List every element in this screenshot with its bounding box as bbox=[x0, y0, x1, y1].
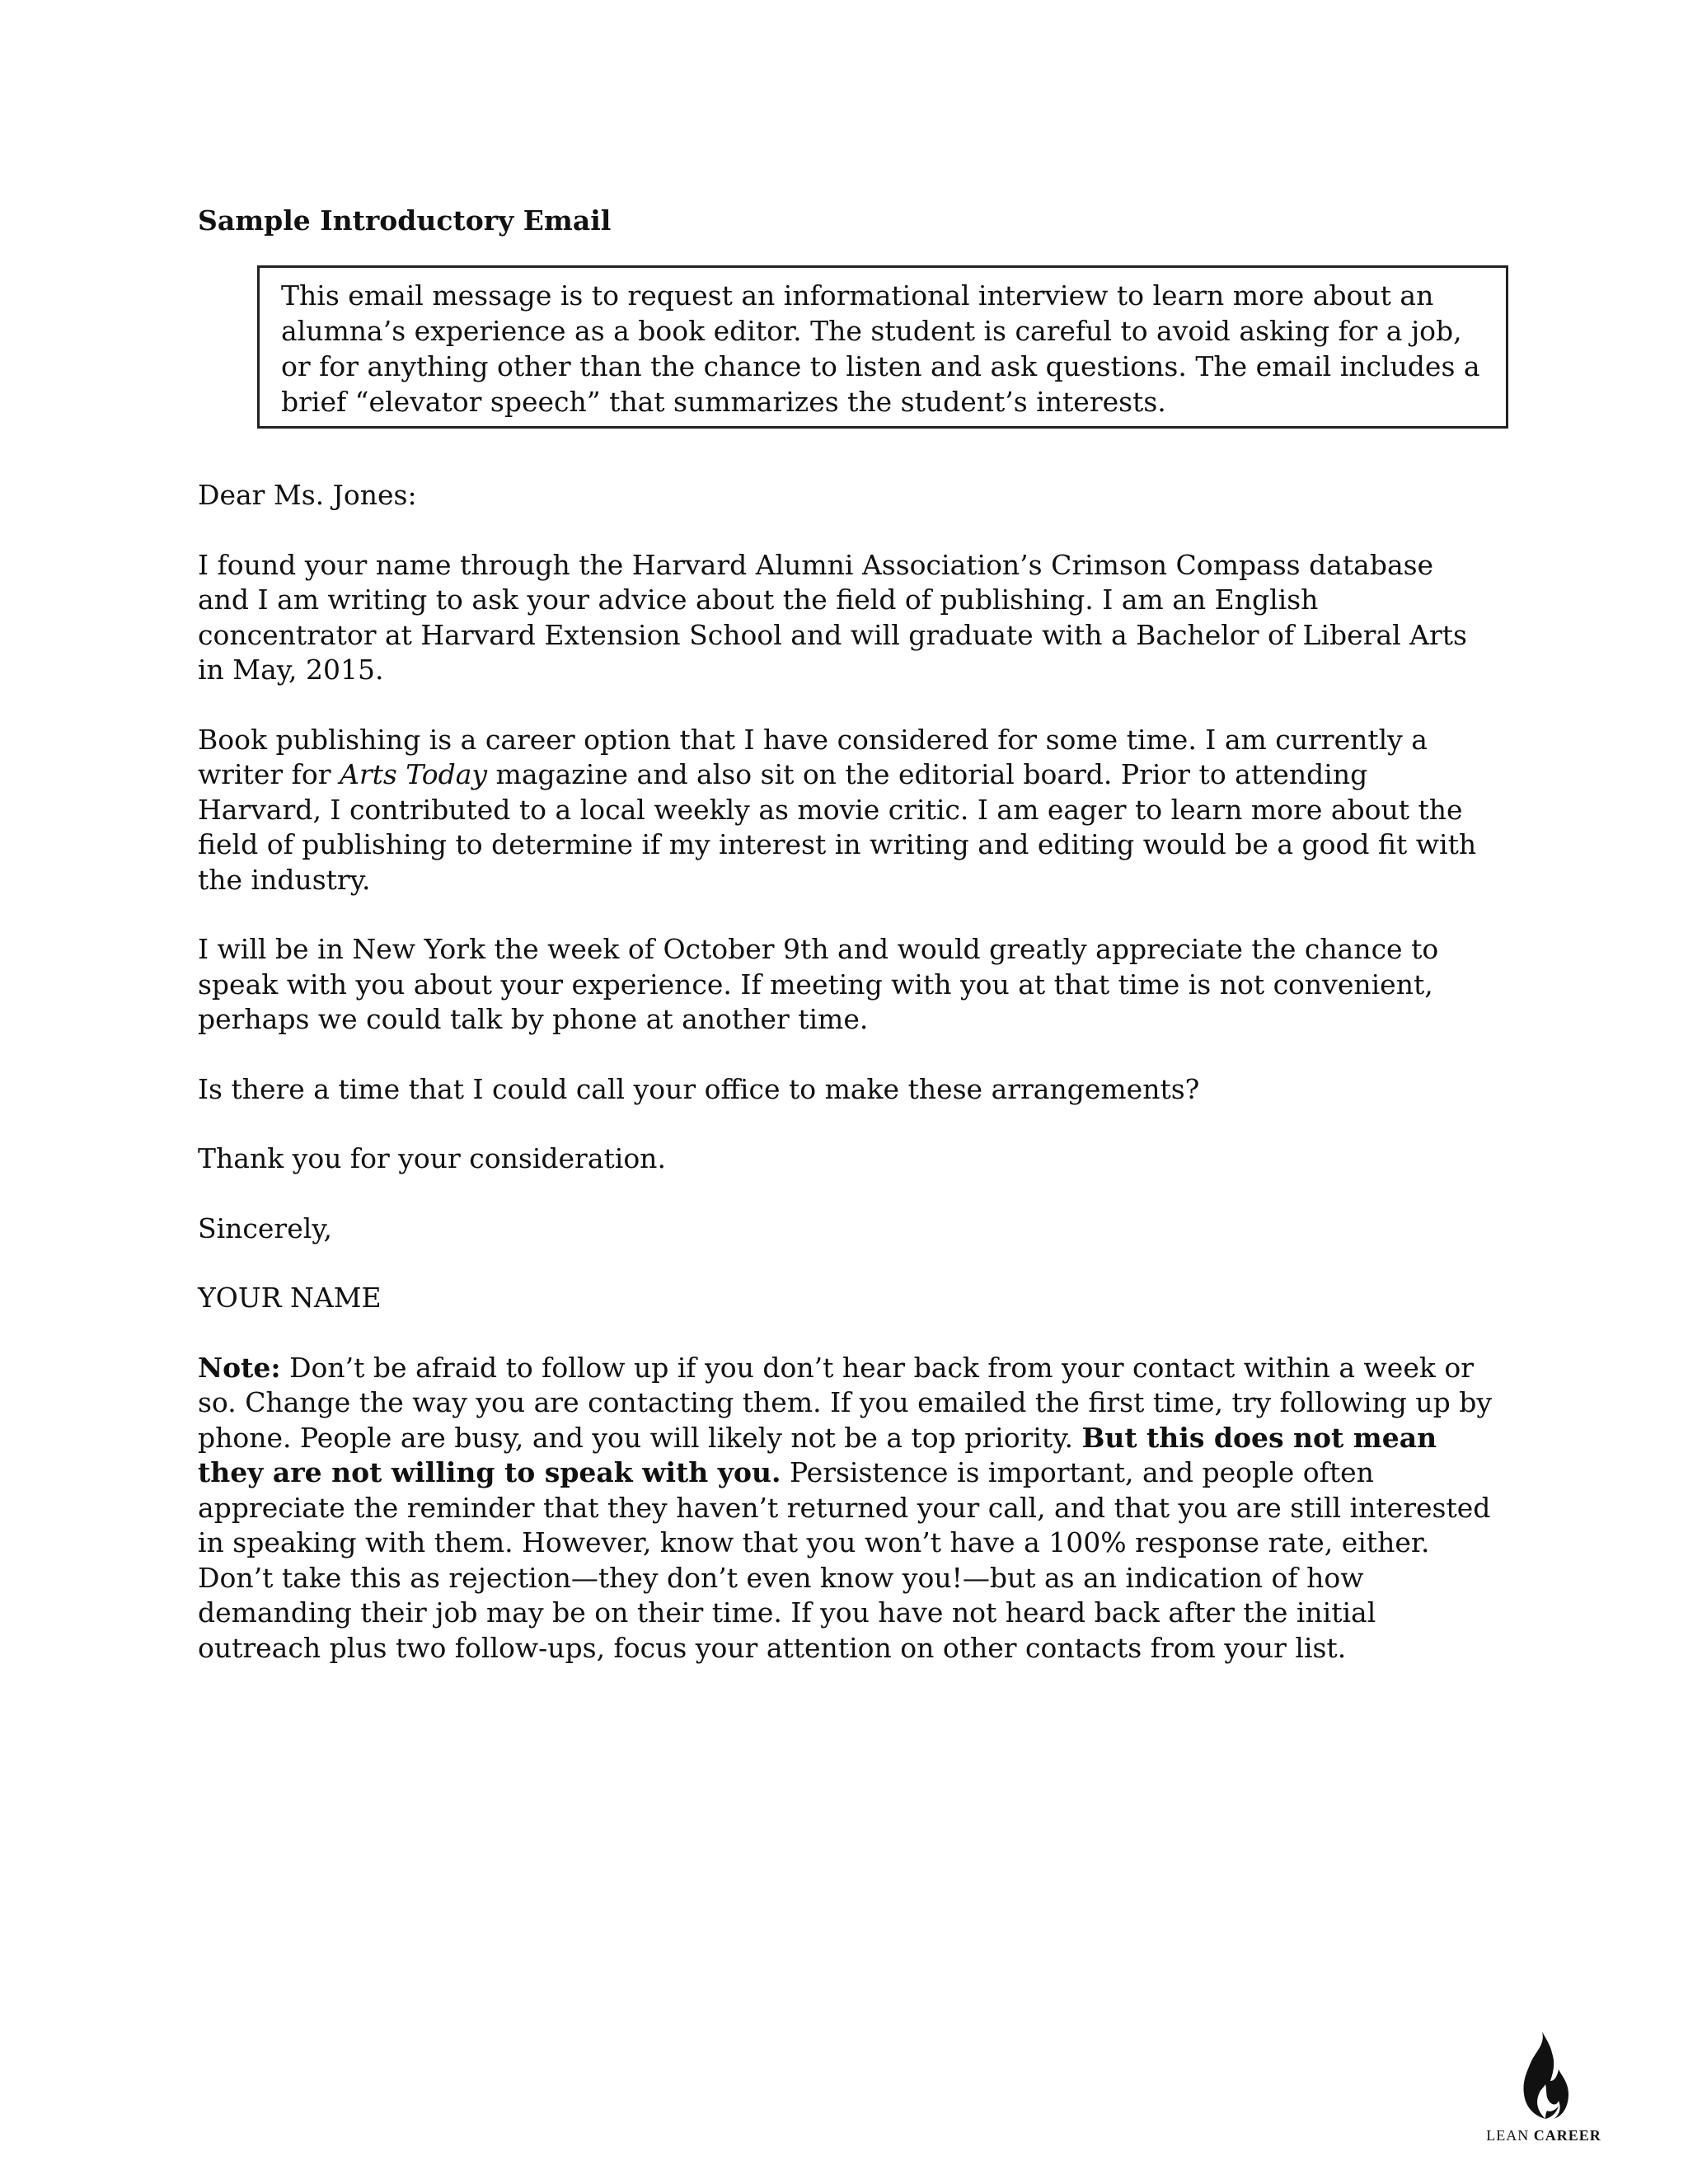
logo-text-bold: CAREER bbox=[1533, 2127, 1601, 2144]
paragraph-4: Is there a time that I could call your office to make these arrangements? bbox=[198, 1072, 1200, 1105]
signature: YOUR NAME bbox=[198, 1282, 382, 1314]
paragraph-2 bbox=[198, 723, 1492, 898]
paragraph-3: I will be in New York the week of October 9th and would greatly appreciate the chance to speak with you about your experience. If meeting with you at that time is not convenient, perhaps we could talk by phone at another time. bbox=[198, 933, 1439, 1035]
note-text-end: Persistence is important, and people often appreciate the reminder that they haven’t returned your call, and that you are still interested in speaking with them. However, know that you won’t have a 100% response rate, either. Don’t take this as rejection—they don’t even know you!—but as an indication of how demanding their job may be on their time. If you have not heard back after the initial outreach plus two follow-ups, focus your attention on other contacts from your list. bbox=[198, 1456, 1491, 1664]
note-emphasis: But this does not mean they are not willing to speak with you. bbox=[198, 1421, 1437, 1488]
paragraph-2-text-end: magazine and also sit on the editorial board. Prior to attending Harvard, I contributed to a local weekly as movie critic. I am eager to learn more about the field of publishing to determine if my interest in writing and editing would be a good fit with the industry. bbox=[198, 758, 1477, 896]
info-box: This email message is to request an informational interview to learn more about an alumna’s experience as a book editor. The student is careful to avoid asking for a job, or for anything other than the chance to listen and ask questions. The email includes a brief “elevator speech” that summarizes the student’s interests. bbox=[257, 265, 1508, 429]
publication-name: Arts Today bbox=[339, 758, 488, 790]
logo-text bbox=[1474, 2127, 1614, 2144]
note-label: Note: bbox=[198, 1351, 281, 1384]
paragraph-1: I found your name through the Harvard Alumni Association’s Crimson Compass database and I am writing to ask your advice about the field of publishing. I am an English concentrator at Harvard Extension School and will graduate with a Bachelor of Liberal Arts in May, 2015. bbox=[198, 548, 1467, 686]
paragraph-2-text: Book publishing is a career option that I have considered for some time. I am currently a writer for bbox=[198, 723, 1428, 790]
letter-body bbox=[198, 478, 1492, 1666]
greeting: Dear Ms. Jones: bbox=[198, 479, 417, 511]
document-page bbox=[198, 203, 1492, 1666]
paragraph-5: Thank you for your consideration. bbox=[198, 1142, 666, 1174]
document-title: Sample Introductory Email bbox=[198, 204, 612, 237]
flame-icon bbox=[1474, 2030, 1614, 2121]
lean-career-logo bbox=[1474, 2030, 1614, 2144]
note-text: Don’t be afraid to follow up if you don’t hear back from your contact within a week or so. Change the way you are contacting them. If you emailed the first time, try following up by phone. People are busy, and you will likely not be a top priority. bbox=[198, 1351, 1492, 1454]
logo-text-regular: LEAN bbox=[1486, 2127, 1530, 2144]
note-paragraph bbox=[198, 1351, 1492, 1666]
closing: Sincerely, bbox=[198, 1212, 333, 1244]
